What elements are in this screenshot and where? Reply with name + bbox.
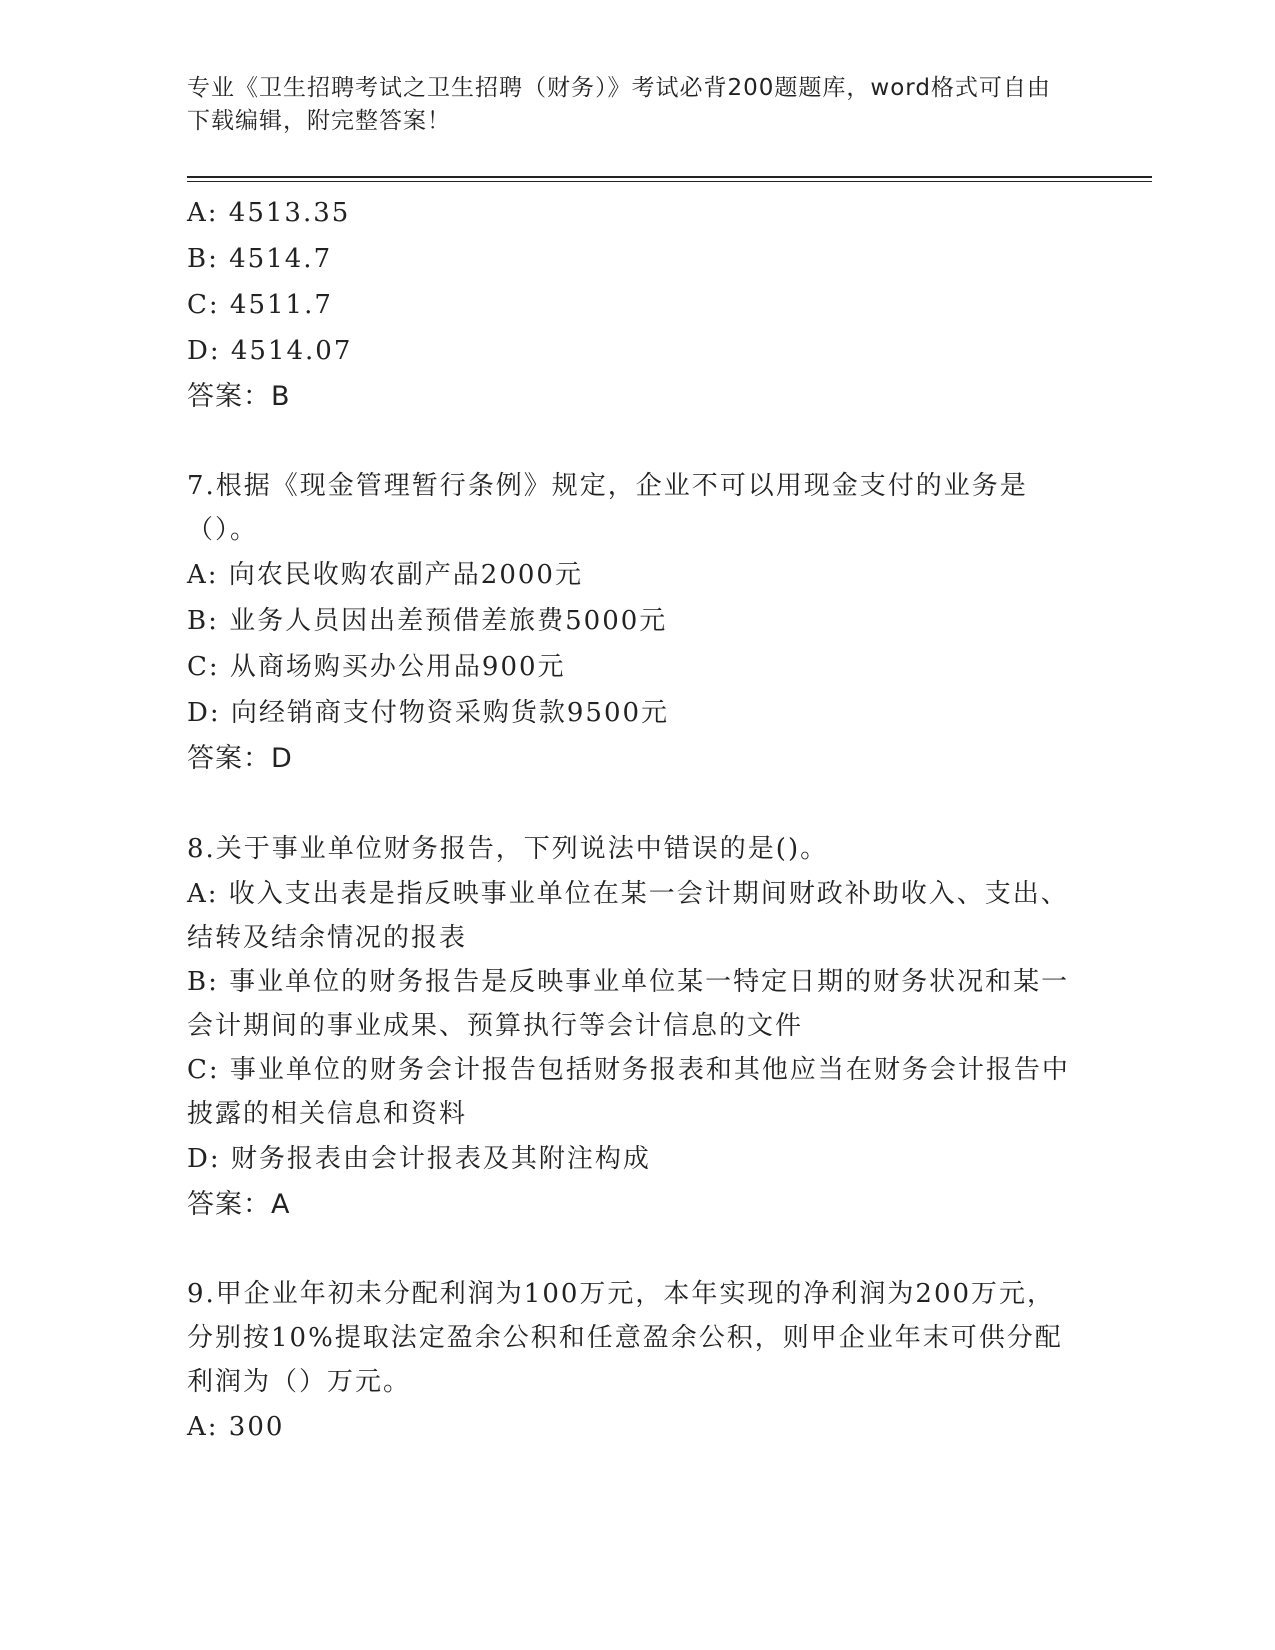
option-d: D: 4514.07 xyxy=(187,336,353,366)
option-c: C: 事业单位的财务会计报告包括财务报表和其他应当在财务会计报告中披露的相关信息和资料 xyxy=(187,1055,1070,1129)
header-rule-thick xyxy=(187,176,1152,178)
document-header: 专业《卫生招聘考试之卫生招聘（财务）》考试必背200题题库，word格式可自由下载编辑，附完整答案！ xyxy=(187,75,1051,134)
option-a: A: 4513.35 xyxy=(187,198,351,228)
answer: 答案：A xyxy=(187,1189,291,1220)
question-text: 8.关于事业单位财务报告，下列说法中错误的是()。 xyxy=(187,834,829,864)
answer: 答案：D xyxy=(187,743,293,774)
option-b: B: 4514.7 xyxy=(187,244,333,274)
option-c: C: 从商场购买办公用品900元 xyxy=(187,652,566,682)
option-d: D: 财务报表由会计报表及其附注构成 xyxy=(187,1144,651,1174)
question-8 xyxy=(187,826,1087,1228)
option-c: C: 4511.7 xyxy=(187,290,333,320)
spacer xyxy=(187,420,1087,464)
option-b: B: 业务人员因出差预借差旅费5000元 xyxy=(187,606,668,636)
spacer xyxy=(187,1228,1087,1272)
document-body xyxy=(187,190,1087,1450)
header-rule-thin xyxy=(187,181,1152,182)
question-text: 7.根据《现金管理暂行条例》规定，企业不可以用现金支付的业务是（）。 xyxy=(187,471,1028,545)
question-6 xyxy=(187,190,1087,420)
option-a: A: 300 xyxy=(187,1412,285,1442)
question-text: 9.甲企业年初未分配利润为100万元，本年实现的净利润为200万元，分别按10%提取法定盈余公积和任意盈余公积，则甲企业年末可供分配利润为（）万元。 xyxy=(187,1279,1063,1397)
option-a: A: 收入支出表是指反映事业单位在某一会计期间财政补助收入、支出、结转及结余情况的报表 xyxy=(187,879,1069,953)
option-b: B: 事业单位的财务报告是反映事业单位某一特定日期的财务状况和某一会计期间的事业成果、预算执行等会计信息的文件 xyxy=(187,967,1070,1041)
option-a: A: 向农民收购农副产品2000元 xyxy=(187,560,583,590)
question-9 xyxy=(187,1272,1087,1450)
spacer xyxy=(187,782,1087,826)
answer: 答案：B xyxy=(187,381,291,412)
question-7 xyxy=(187,464,1087,782)
option-d: D: 向经销商支付物资采购货款9500元 xyxy=(187,698,670,728)
